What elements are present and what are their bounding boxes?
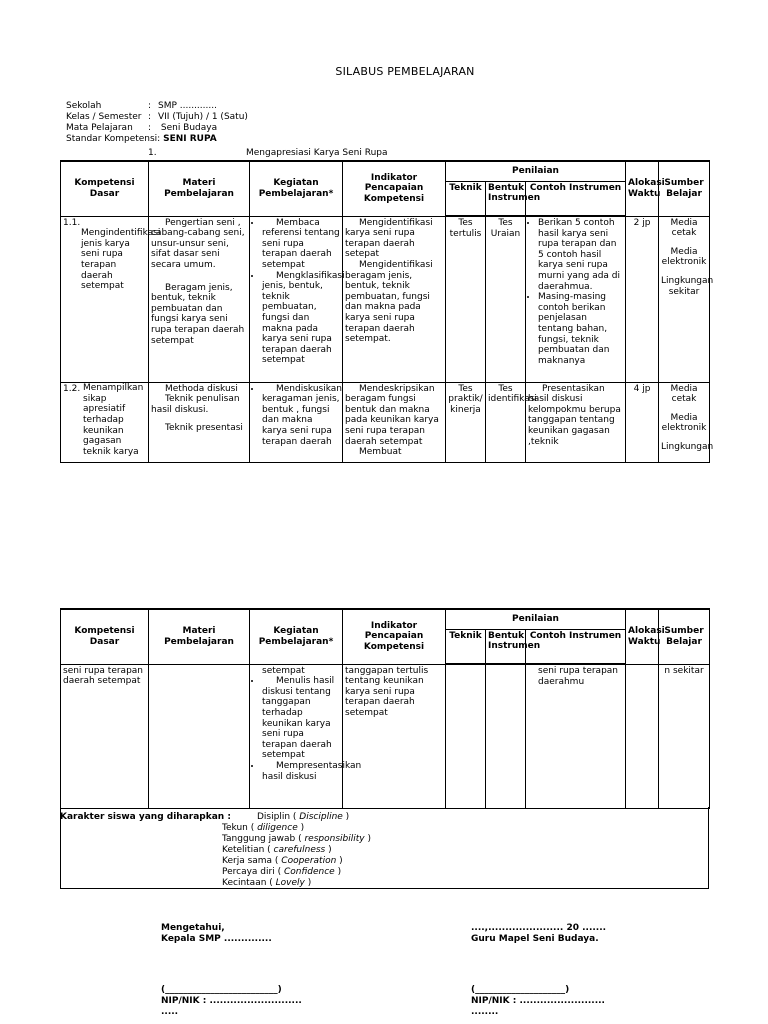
info-row-sekolah: Sekolah : SMP .............	[66, 101, 217, 111]
header-alokasi: Alokasi Waktu	[626, 161, 659, 216]
header-kegiatan: Kegiatan Pembelajaran*	[250, 161, 343, 216]
signature-right	[471, 923, 606, 1018]
sig-right-name: (____________________)	[471, 985, 570, 995]
header-kompetensi-dasar: Kompetensi Dasar	[61, 161, 149, 216]
info-label: Mata Pelajaran	[66, 123, 133, 133]
cell-contoh: seni rupa terapan daerahmu	[526, 664, 626, 808]
contoh-item: Presentasikan hasil diskusi kelompokmu berupa tanggapan tentang keunikan gagasan ,teknik	[528, 383, 621, 447]
cell-bentuk: Tes identifikasi	[486, 382, 526, 462]
cell-kd	[61, 382, 149, 462]
table-row	[61, 216, 710, 382]
standar-kompetensi-line	[148, 148, 388, 159]
contoh-item: • Berikan 5 contoh hasil karya seni rupa terapan dan 5 contoh hasil karya seni rupa murni yang ada di daerahmua.	[538, 218, 623, 292]
cell-sumber	[659, 216, 714, 382]
info-label: Kelas / Semester	[66, 112, 142, 122]
info-row-mapel: Mata Pelajaran : Seni Budaya	[66, 123, 218, 133]
karakter-item: Kerja sama ( Cooperation )	[222, 855, 343, 866]
contoh-item: • Masing-masing contoh berikan penjelasan tentang bahan, fungsi, teknik pembuatan dan maknanya	[538, 292, 623, 366]
header-indikator: Indikator Pencapaian Kompetensi	[343, 609, 446, 664]
header-materi: Materi Pembelajaran	[149, 161, 250, 216]
cell-bentuk	[486, 664, 526, 808]
info-label: Sekolah	[66, 101, 102, 111]
materi-item: Methoda diskusi	[165, 383, 238, 394]
sumber-item: Media elektronik	[661, 412, 707, 434]
karakter-item: Disiplin ( Discipline )	[257, 811, 350, 822]
materi-item: Beragam jenis, bentuk, teknik pembuatan dan fungsi karya seni rupa terapan daerah setempat	[151, 282, 245, 346]
header-alokasi: Alokasi Waktu	[626, 609, 659, 664]
indikator-item: Mengidentifikasi beragam jenis, bentuk, teknik pembuatan, fungsi dan makna pada karya seni rupa terapan daerah setempat.	[345, 259, 433, 345]
cell-sumber: n sekitar	[659, 664, 710, 808]
kegiatan-item: • Mendiskusikan keragaman jenis, bentuk , fungsi dan makna karya seni rupa terapan daerah	[262, 384, 340, 448]
cell-contoh	[526, 382, 626, 462]
kegiatan-item: • Menulis hasil diskusi tentang tanggapan terhadap keunikan karya seni rupa terapan daerah setempat	[262, 676, 340, 761]
page-title: SILABUS PEMBELAJARAN	[335, 65, 475, 78]
sig-right-line1: ....,...................... 20 .......	[471, 923, 607, 933]
sumber-item: Lingkungan sekitar	[661, 275, 714, 297]
header-bentuk: Bentuk Instrumen	[486, 629, 526, 664]
signature-left	[161, 923, 302, 1018]
sig-left-line2: Kepala SMP ..............	[161, 934, 272, 944]
cell-kd: seni rupa terapan daerah setempat	[61, 664, 149, 808]
info-row-standar	[66, 134, 248, 145]
kd-number: 1.1.	[63, 217, 81, 228]
syllabus-table-page1	[60, 160, 714, 463]
karakter-heading: Karakter siswa yang diharapkan :	[60, 812, 231, 822]
header-teknik: Teknik	[446, 181, 486, 216]
cell-kd	[61, 216, 161, 382]
standar-value: SENI RUPA	[163, 134, 217, 144]
cell-alokasi: 4 jp	[626, 382, 659, 462]
header-materi: Materi Pembelajaran	[149, 609, 250, 664]
kegiatan-item: • Mengklasifikasi jenis, bentuk, teknik pembuatan, fungsi dan makna pada karya seni rupa terapan daerah setempat	[262, 271, 340, 366]
cell-materi	[149, 216, 250, 382]
sig-left-line1: Mengetahui,	[161, 923, 225, 933]
karakter-item: Tanggung jawab ( responsibility )	[222, 833, 371, 844]
karakter-section	[60, 812, 709, 889]
sig-left-nip: NIP/NIK : ...........................	[161, 996, 302, 1006]
kd-text: Mengindentifikasi jenis karya seni rupa terapan daerah setempat	[81, 228, 161, 292]
syllabus-table-page2	[60, 608, 710, 809]
kegiatan-item: • Mempresentasikan hasil diskusi	[262, 761, 340, 782]
sk-number: 1.	[148, 148, 157, 158]
sumber-item: Lingkungan	[661, 441, 714, 452]
header-contoh: Contoh Instrumen	[526, 629, 626, 664]
header-indikator: Indikator Pencapaian Kompetensi	[343, 161, 446, 216]
cell-bentuk: Tes Uraian	[486, 216, 526, 382]
info-value: VII (Tujuh) / 1 (Satu)	[158, 112, 248, 122]
sumber-item: Media cetak	[670, 217, 698, 239]
cell-contoh	[526, 216, 626, 382]
header-sumber: Sumber Belajar	[659, 161, 710, 216]
header-sumber: Sumber Belajar	[659, 609, 710, 664]
indikator-item: Membuat	[359, 447, 402, 458]
kegiatan-item: setempat	[262, 665, 305, 676]
cell-teknik: Tes tertulis	[446, 216, 486, 382]
header-kompetensi-dasar: Kompetensi Dasar	[61, 609, 149, 664]
kegiatan-item: • Membaca referensi tentang seni rupa terapan daerah setempat	[262, 218, 340, 271]
materi-item: Teknik presentasi	[165, 423, 243, 434]
indikator-item: Mendeskripsikan beragam fungsi bentuk dan makna pada keunikan karya seni rupa terapan daerah setempat	[345, 383, 439, 447]
sig-right-nip: NIP/NIK : .........................	[471, 996, 605, 1006]
table-row	[61, 382, 710, 462]
header-teknik: Teknik	[446, 629, 486, 664]
header-penilaian: Penilaian	[446, 609, 626, 629]
cell-materi	[149, 664, 250, 808]
cell-sumber	[659, 382, 714, 462]
sk-text: Mengapresiasi Karya Seni Rupa	[246, 148, 388, 158]
cell-alokasi: 2 jp	[626, 216, 659, 382]
sig-left-name: (_________________________)	[161, 985, 282, 995]
cell-kegiatan	[250, 216, 343, 382]
karakter-item: Kecintaan ( Lovely )	[222, 877, 312, 888]
cell-alokasi	[626, 664, 659, 808]
table-row	[61, 664, 710, 808]
info-value: Seni Budaya	[158, 123, 218, 133]
cell-teknik	[446, 664, 486, 808]
cell-materi	[149, 382, 250, 462]
kd-number: 1.2.	[63, 383, 81, 394]
karakter-item: Tekun ( diligence )	[222, 822, 305, 833]
info-label: Standar Kompetensi:	[66, 134, 161, 144]
sig-right-dots: ........	[471, 1007, 499, 1017]
header-bentuk: Bentuk Instrumen	[486, 181, 526, 216]
header-contoh: Contoh Instrumen	[526, 181, 626, 216]
materi-item: Teknik penulisan hasil diskusi.	[151, 394, 240, 415]
cell-kegiatan	[250, 664, 362, 808]
sig-left-dots: .....	[161, 1007, 179, 1017]
sig-right-line2: Guru Mapel Seni Budaya.	[471, 934, 599, 944]
info-row-kelas: Kelas / Semester : VII (Tujuh) / 1 (Satu)	[66, 112, 248, 122]
karakter-item: Percaya diri ( Confidence )	[222, 866, 342, 877]
info-value: SMP .............	[158, 101, 217, 111]
header-kegiatan: Kegiatan Pembelajaran*	[250, 609, 343, 664]
cell-indikator	[343, 382, 446, 462]
header-penilaian: Penilaian	[446, 161, 626, 181]
karakter-item: Ketelitian ( carefulness )	[222, 844, 332, 855]
sumber-item: Media cetak	[670, 383, 698, 405]
cell-kegiatan	[250, 382, 343, 462]
cell-indikator	[343, 216, 446, 382]
cell-teknik: Tes praktik/ kinerja	[446, 382, 486, 462]
materi-item: Pengertian seni , cabang-cabang seni, unsur-unsur seni, sifat dasar seni secara umum.	[151, 217, 245, 270]
cell-indikator: tanggapan tertulis tentang keunikan karya seni rupa terapan daerah setempat	[343, 664, 446, 808]
indikator-item: Mengidentifikasi karya seni rupa terapan daerah setepat	[345, 217, 433, 260]
school-info	[66, 101, 248, 145]
kd-text: Menampilkan sikap apresiatif terhadap keunikan gagasan teknik karya	[83, 383, 144, 457]
sumber-item: Media elektronik	[661, 246, 707, 268]
